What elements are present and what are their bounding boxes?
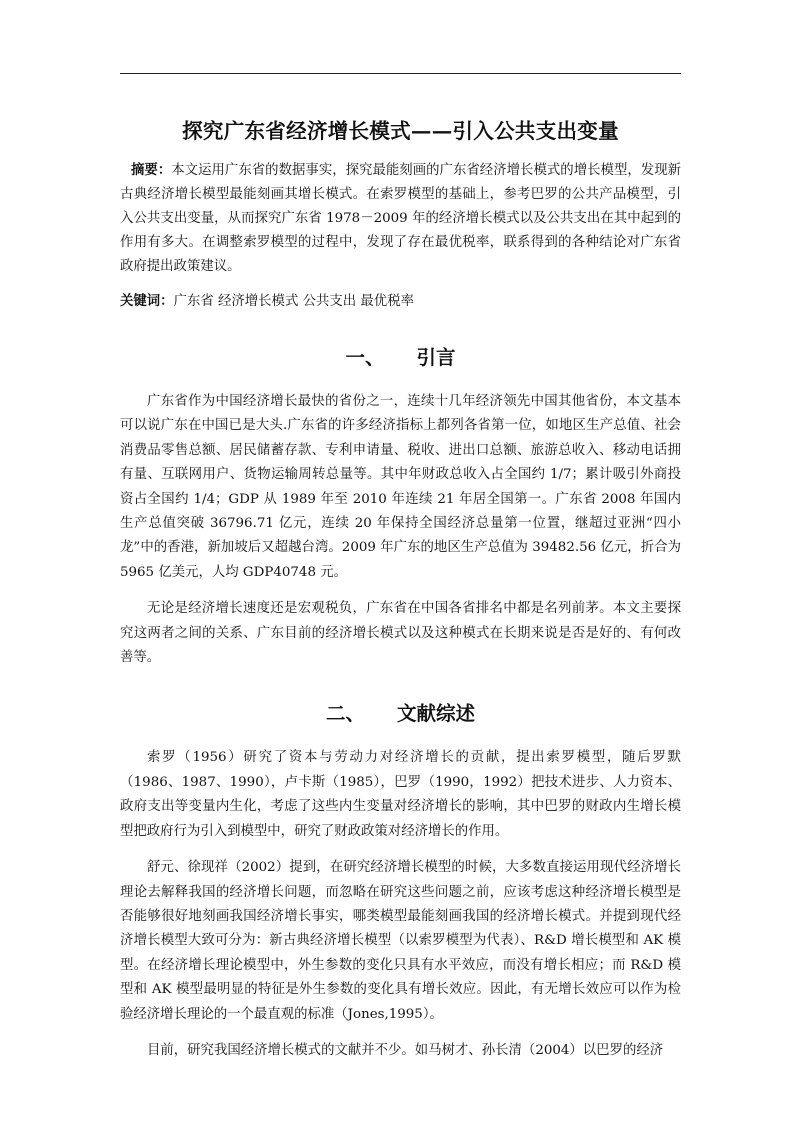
keywords-label: 关键词： xyxy=(120,293,174,309)
section-heading-literature-review xyxy=(120,698,681,726)
paragraph: 索罗（1956）研究了资本与劳动力对经济增长的贡献，提出索罗模型，随后罗默（1986、1987、1990），卢卡斯（1985），巴罗（1990，1992）把技术进步、人力资本、政府支出等变量内生化，考虑了这些内生变量对经济增长的影响，其中巴罗的财政内生增长模型把政府行为引入到模型中，研究了财政政策对经济增长的作用。 xyxy=(120,750,681,839)
keywords-text: 广东省 经济增长模式 公共支出 最优税率 xyxy=(173,294,414,309)
paragraph: 舒元、徐现祥（2002）提到，在研究经济增长模型的时候，大多数直接运用现代经济增长理论去解释我国的经济增长问题，而忽略在研究这些问题之前，应该考虑这种经济增长模型是否能够很好地刻画我国经济增长事实，哪类模型最能刻画我国的经济增长模式。并提到现代经济增长模型大致可分为：新古典经济增长模型（以索罗模型为代表）、R&D 增长模型和 AK 模型。在经济增长理论模型中，外生参数的变化只具有水平效应，而没有增长相应；而 R&D 模型和 AK 模型最明显的特征是外生参数的变化具有增长效应。因此，有无增长效应可以作为检验经济增长理论的一个最直观的标准（Jones,1995）。 xyxy=(120,860,681,1022)
section-heading-introduction xyxy=(120,342,681,370)
section-number: 一、 xyxy=(345,346,385,369)
paper-body xyxy=(120,114,681,1075)
abstract xyxy=(120,158,681,279)
section-number: 二、 xyxy=(325,702,365,726)
paragraph: 目前，研究我国经济增长模式的文献并不少。如马树才、孙长清（2004）以巴罗的经济 xyxy=(147,1042,664,1058)
abstract-text: 本文运用广东省的数据事实，探究最能刻画的广东省经济增长模式的增长模型，发现新古典经济增长模型最能刻画其增长模式。在索罗模型的基础上，参考巴罗的公共产品模型，引入公共支出变量，从而探究广东省 1978－2009 年的经济增长模式以及公共支出在其中起到的作用有多大。在调整索罗模型的过程中，发现了存在最优税率，联系得到的各种结论对广东省政府提出政策建议。 xyxy=(120,163,682,274)
paragraph: 广东省作为中国经济增长最快的省份之一，连续十几年经济领先中国其他省份，本文基本可以说广东在中国已是大头.广东省的许多经济指标上都列各省第一位，如地区生产总值、社会消费品零售总额、居民储蓄存款、专利申请量、税收、进出口总额、旅游总收入、移动电话拥有量、互联网用户、货物运输周转总量等。其中年财政总收入占全国约 1/7；累计吸引外商投资占全国约 1/4；GDP 从 1989 年至 2010 年连续 21 年居全国第一。广东省 2008 年国内生产总值突破 36796.71 亿元，连续 20 年保持全国经济总量第一位置，继超过亚洲“四小龙”中的香港，新加坡后又超越台湾。2009 年广东的地区生产总值为 39482.56 亿元，折合为 5965 亿美元，人均 GDP40748 元。 xyxy=(120,394,681,580)
section-title: 文献综述 xyxy=(397,702,476,726)
section-title: 引言 xyxy=(416,346,456,369)
abstract-label: 摘要： xyxy=(131,162,172,178)
paper-title: 探究广东省经济增长模式——引入公共支出变量 xyxy=(182,119,619,143)
header-rule xyxy=(120,73,681,74)
keywords xyxy=(120,289,681,314)
paragraph: 无论是经济增长速度还是宏观税负，广东省在中国各省排名中都是名列前茅。本文主要探究这两者之间的关系、广东目前的经济增长模式以及这种模式在长期来说是否是好的、有何改善等。 xyxy=(120,601,681,666)
